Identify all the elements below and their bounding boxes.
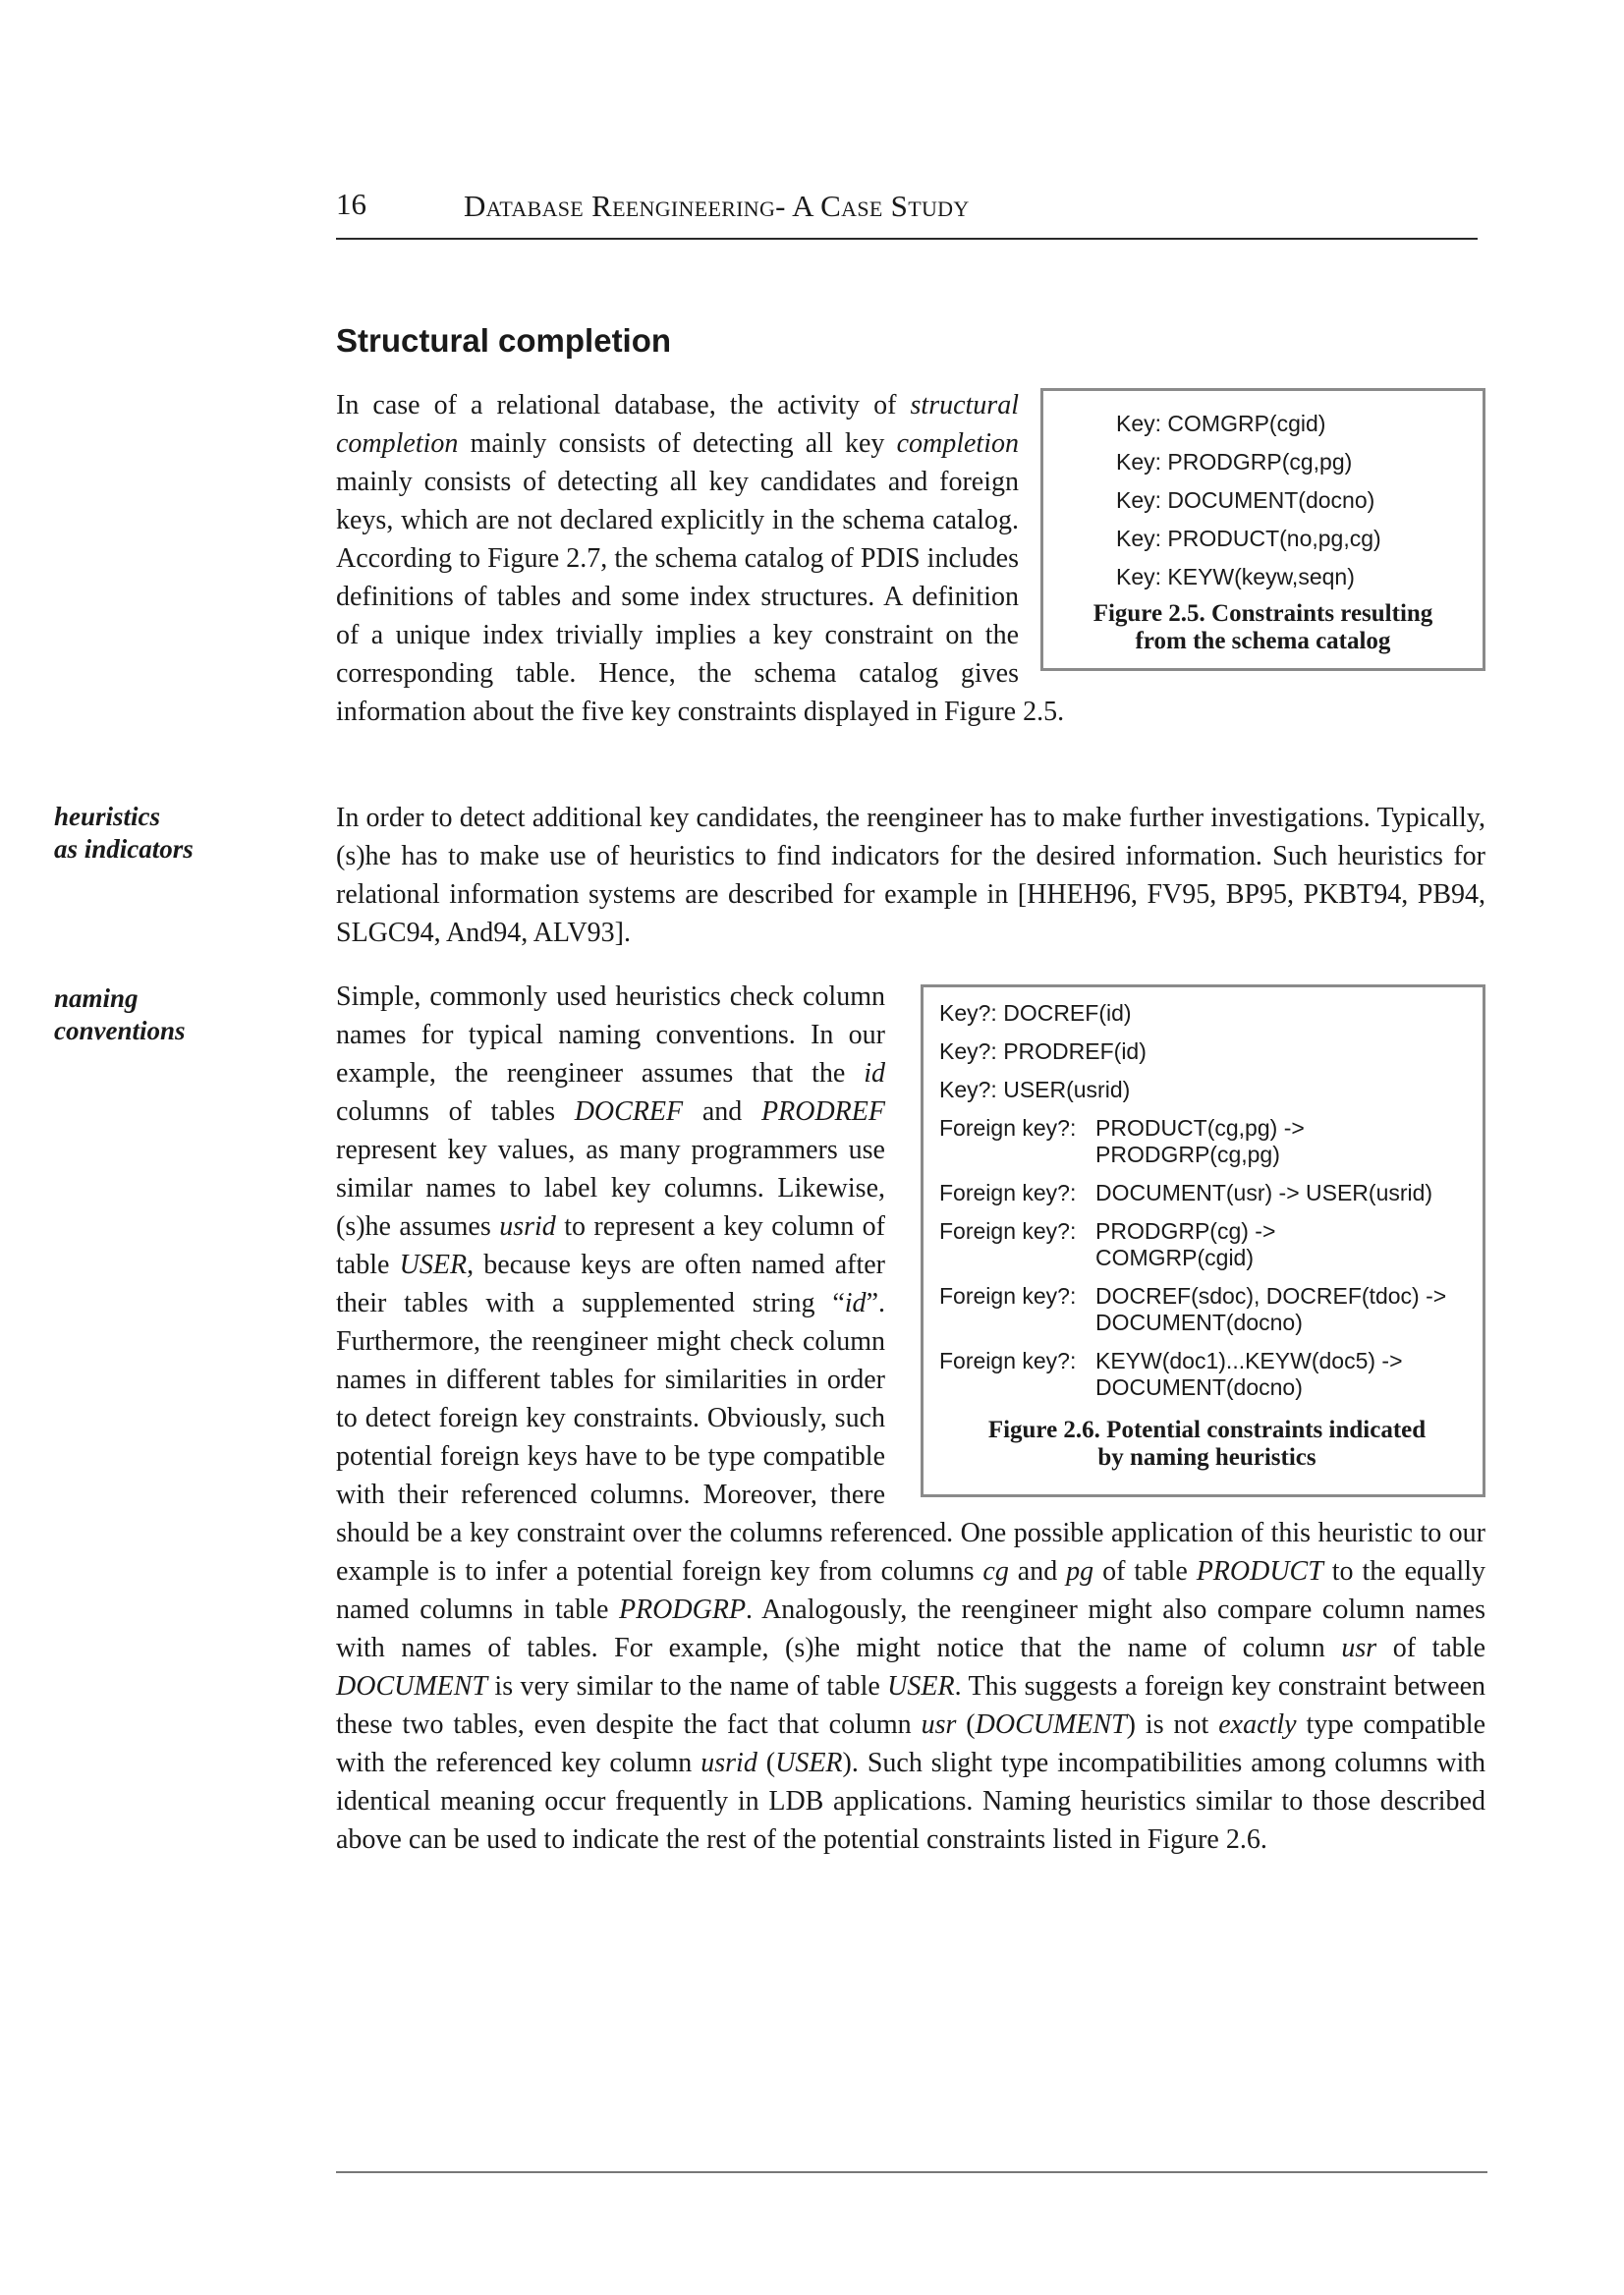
- figure-2-6-foreign-key: [939, 1115, 1475, 1168]
- emphasis: DOCREF: [574, 1096, 684, 1127]
- text-run: (: [956, 1709, 976, 1740]
- text-run: ) is not: [1126, 1709, 1219, 1740]
- text-run: of table: [1093, 1556, 1197, 1587]
- emphasis: usr: [1341, 1633, 1377, 1663]
- figure-2-5-line: Key: COMGRP(cgid): [1116, 411, 1326, 436]
- emphasis: usrid: [499, 1211, 556, 1242]
- margin-note-line: as indicators: [54, 834, 194, 864]
- section-title: Structural completion: [336, 322, 672, 359]
- paragraph-structural-completion: [336, 386, 1485, 731]
- footer-rule: [336, 2171, 1487, 2173]
- paragraph-heuristics: In order to detect additional key candidates, the reengineer has to make further investigations. Typically, (s)he has to make use of heuristics to find indicators for the desired information. Such heuristics for relational information systems are described for example in [HHEH96, FV95, BP95, PKBT94, PB94, SLGC94, And94, ALV93].: [336, 803, 1485, 948]
- emphasis: PRODREF: [761, 1096, 885, 1127]
- fk-line: DOCUMENT(usr) -> USER(usrid): [1095, 1180, 1433, 1205]
- fk-line: DOCREF(sdoc), DOCREF(tdoc) ->: [1095, 1283, 1447, 1309]
- text-run: mainly consists of detecting all key candidates and foreign keys, which are not declared explicitly in the schema catalog. According to Figure 2.7, the schema catalog of PDIS includes definitions of tables and some index structures. A definition of a unique index trivially implies a key constraint on the corresponding table. Hence, the schema catalog gives information about the five key constraints displayed in Figure 2.5.: [336, 467, 1065, 727]
- emphasis: completion: [896, 428, 1019, 459]
- figure-2-6-key: Key?: PRODREF(id): [939, 1038, 1147, 1064]
- fk-line: PRODUCT(cg,pg) ->: [1095, 1115, 1305, 1141]
- text-run: of table: [1376, 1633, 1485, 1663]
- fk-line: DOCUMENT(docno): [1095, 1310, 1303, 1335]
- text-run: to the equally named columns in table: [336, 1556, 1485, 1625]
- fk-line: PRODGRP(cg,pg): [1095, 1142, 1280, 1167]
- figure-2-5-line: Key: DOCUMENT(docno): [1116, 487, 1375, 513]
- text-run: mainly consists of detecting all key: [458, 428, 897, 459]
- running-header: [336, 187, 1478, 240]
- fk-line: DOCUMENT(docno): [1095, 1374, 1303, 1400]
- emphasis: cg: [982, 1556, 1009, 1587]
- figure-2-5-line: Key: PRODUCT(no,pg,cg): [1116, 526, 1381, 551]
- emphasis: PRODUCT: [1196, 1556, 1323, 1587]
- emphasis: DOCUMENT: [975, 1709, 1127, 1740]
- text-run: ”. Furthermore, the reengineer might check column names in different tables for similarities in order to detect foreign key constraints. Obviously, such potential foreign keys have to be type compatible with their referenced columns. Moreover, there should be a key constraint over the columns referenced. One possible application of this heuristic to our example is to infer a potential foreign key from columns: [336, 1288, 1485, 1587]
- fk-label: Foreign key?:: [939, 1115, 1077, 1141]
- fk-line: KEYW(doc1)...KEYW(doc5) ->: [1095, 1348, 1403, 1373]
- fk-value: [1095, 1115, 1475, 1168]
- emphasis: DOCUMENT: [336, 1671, 488, 1702]
- paragraph-naming-conventions: [336, 978, 1485, 1859]
- text-run: (: [756, 1748, 776, 1778]
- figure-2-6-caption: [939, 1417, 1475, 1472]
- fk-line: COMGRP(cgid): [1095, 1245, 1255, 1270]
- fk-label: Foreign key?:: [939, 1348, 1077, 1373]
- fk-line: PRODGRP(cg) ->: [1095, 1218, 1276, 1244]
- emphasis: USER: [399, 1250, 468, 1280]
- emphasis: PRODGRP: [618, 1595, 747, 1625]
- emphasis: id: [844, 1288, 867, 1318]
- caption-line: Figure 2.6. Potential constraints indicated: [987, 1417, 1427, 1443]
- text-run: type compatible with the referenced key column: [336, 1709, 1486, 1778]
- text-run: is very similar to the name of table: [487, 1671, 888, 1702]
- emphasis: USER: [775, 1748, 843, 1778]
- text-run: to represent a key column of table: [336, 1211, 885, 1280]
- margin-note-line: conventions: [54, 1016, 186, 1045]
- caption-line: from the schema catalog: [1135, 628, 1391, 654]
- emphasis: pg: [1066, 1556, 1094, 1587]
- emphasis: structural completion: [336, 390, 1019, 459]
- fk-label: Foreign key?:: [939, 1283, 1077, 1309]
- emphasis: id: [864, 1058, 885, 1089]
- margin-note-line: naming: [54, 983, 139, 1013]
- text-run: Simple, commonly used heuristics check column names for typical naming conventions. In our example, the reengineer assumes that the: [336, 981, 885, 1089]
- text-run: ). Such slight type incompatibilities among columns with identical meaning occur frequently in LDB applications. Naming heuristics similar to those described above can be used to indicate the rest of the potential constraints listed in Figure 2.6.: [336, 1748, 1486, 1855]
- emphasis: usr: [921, 1709, 957, 1740]
- text-run: , because keys are often named after their tables with a supplemented string “: [336, 1250, 885, 1318]
- figure-2-5-line: Key: KEYW(keyw,seqn): [1116, 564, 1355, 589]
- text-run: represent key values, as many programmers use similar names to label key columns. Likewise, (s)he assumes: [336, 1135, 885, 1242]
- fk-label: Foreign key?:: [939, 1218, 1077, 1244]
- figure-2-6-foreign-key: [939, 1218, 1475, 1271]
- figure-2-6-foreign-key: [939, 1180, 1475, 1206]
- fk-value: [1095, 1180, 1475, 1206]
- figure-2-6-key: Key?: DOCREF(id): [939, 1000, 1132, 1026]
- figure-2-6-key: Key?: USER(usrid): [939, 1077, 1131, 1102]
- emphasis: usrid: [700, 1748, 757, 1778]
- margin-note-heuristics: [54, 801, 194, 866]
- figure-2-5-caption: [1055, 600, 1471, 655]
- emphasis: exactly: [1218, 1709, 1297, 1740]
- margin-note-line: heuristics: [54, 802, 161, 831]
- page-number: 16: [336, 187, 366, 221]
- figure-2-6-foreign-key: [939, 1348, 1475, 1401]
- figure-2-6: [921, 984, 1485, 1497]
- figure-2-5: [1040, 388, 1485, 671]
- fk-value: [1095, 1283, 1475, 1336]
- fk-value: [1095, 1348, 1475, 1401]
- text-run: . Analogously, the reengineer might also compare column names with names of tables. For example, (s)he might notice that the name of column: [336, 1595, 1485, 1663]
- emphasis: USER: [887, 1671, 955, 1702]
- figure-2-6-foreign-key: [939, 1283, 1475, 1336]
- fk-label: Foreign key?:: [939, 1180, 1077, 1205]
- running-title: Database Reengineering- A Case Study: [464, 189, 970, 223]
- text-run: In case of a relational database, the activity of: [336, 390, 911, 420]
- margin-note-naming: [54, 982, 186, 1047]
- caption-line: Figure 2.5. Constraints resulting: [1092, 600, 1433, 627]
- caption-line: by naming heuristics: [1097, 1444, 1316, 1471]
- fk-value: [1095, 1218, 1475, 1271]
- text-run: columns of tables: [336, 1096, 575, 1127]
- figure-2-5-line: Key: PRODGRP(cg,pg): [1116, 449, 1353, 475]
- text-run: . This suggests a foreign key constraint between these two tables, even despite the fact that column: [336, 1671, 1485, 1740]
- text-run: and: [683, 1096, 762, 1127]
- text-run: and: [1008, 1556, 1067, 1587]
